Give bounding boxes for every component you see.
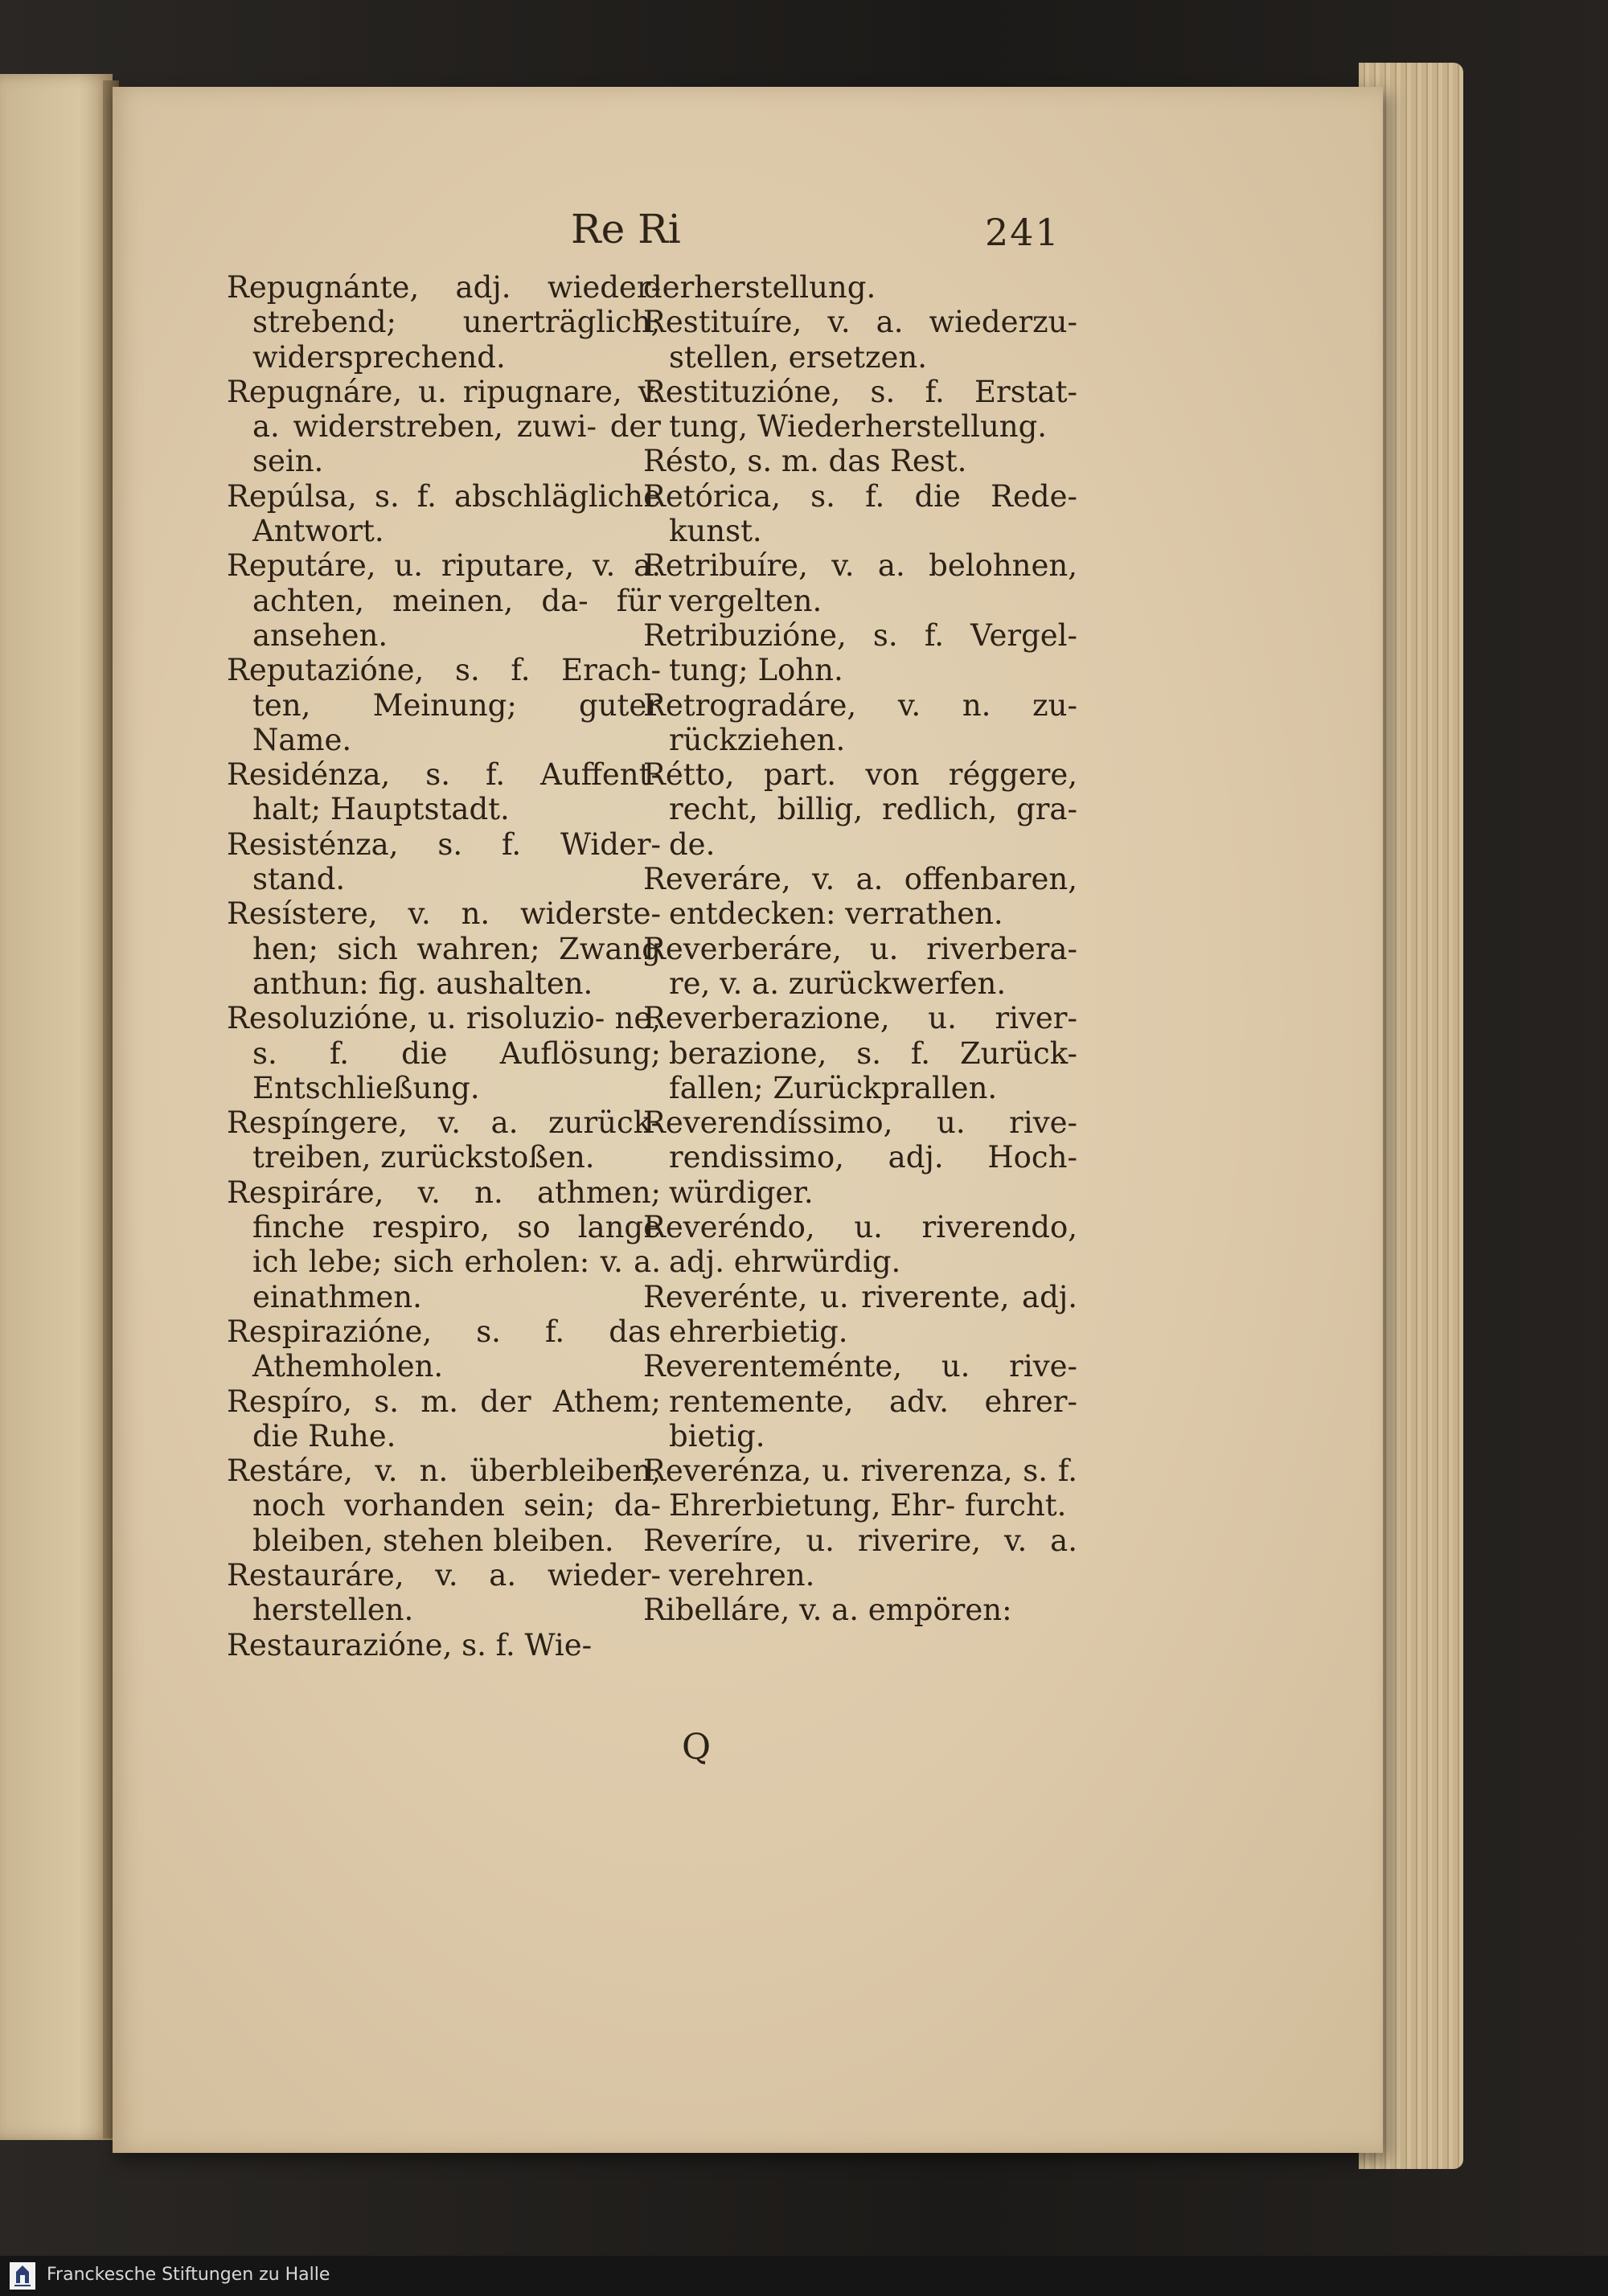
dictionary-entry: derherstellung. — [643, 270, 876, 305]
dictionary-entry: Respíro, s. m. der Athem; die Ruhe. — [227, 1384, 661, 1453]
footer-bar — [0, 2256, 1608, 2296]
dictionary-entry: Reputáre, u. riputare, v. a. achten, meinen, da- für ansehen. — [227, 548, 661, 653]
right-column — [643, 270, 1077, 1628]
dictionary-entry: Retribuzióne, s. f. Vergel- tung; Lohn. — [643, 617, 1077, 688]
dictionary-entry: Résto, s. m. das Rest. — [643, 444, 967, 479]
dictionary-entry: Reveríre, u. riverire, v. a. verehren. — [643, 1523, 1077, 1593]
dictionary-entry: Reverenteménte, u. rive- rentemente, adv. ehrer- bietig. — [643, 1349, 1077, 1453]
dictionary-entry: Reverberáre, u. riverbera- re, v. a. zurückwerfen. — [643, 931, 1077, 1001]
dictionary-entry: Reverénza, u. riverenza, s. f. Ehrerbietung, Ehr- furcht. — [643, 1453, 1077, 1523]
running-head-letters: Re Ri — [571, 206, 681, 252]
dictionary-entry: Respíngere, v. a. zurück- treiben, zurückstoßen. — [227, 1105, 661, 1175]
dictionary-entry: Ribelláre, v. a. empören: — [643, 1593, 1012, 1628]
catchword: Q — [682, 1727, 712, 1768]
dictionary-entry: Reveréndo, u. riverendo, adj. ehrwürdig. — [643, 1210, 1077, 1280]
dictionary-entry: Retórica, s. f. die Rede- kunst. — [643, 478, 1077, 549]
dictionary-entry: Resisténza, s. f. Wider- stand. — [227, 826, 661, 897]
dictionary-entry: Reputazióne, s. f. Erach- ten, Meinung; guter Name. — [227, 653, 661, 757]
dictionary-entry: Restauráre, v. a. wieder- herstellen. — [227, 1557, 661, 1628]
left-column — [227, 270, 661, 1663]
dictionary-entry: Resoluzióne, u. risoluzio- ne, s. f. die Auflösung; Entschließung. — [227, 1001, 661, 1105]
running-head — [113, 206, 1383, 270]
dictionary-entry: Reverénte, u. riverente, adj. ehrerbietig. — [643, 1279, 1077, 1349]
dictionary-entry: Repugnánte, adj. wieder- strebend; unerträglich; widersprechend. — [227, 270, 661, 375]
page-number: 241 — [985, 211, 1060, 254]
institution-logo-icon — [10, 2262, 35, 2290]
dictionary-entry: Respiráre, v. n. athmen; finche respiro, so lange ich lebe; sich erholen: v. a. einathmen. — [227, 1175, 661, 1314]
institution-credit: Franckesche Stiftungen zu Halle — [47, 2265, 330, 2285]
dictionary-entry: Repúlsa, s. f. abschlägliche Antwort. — [227, 478, 661, 549]
dictionary-entry: Restaurazióne, s. f. Wie- — [227, 1627, 593, 1663]
dictionary-entry: Restituíre, v. a. wiederzu- stellen, ersetzen. — [643, 305, 1077, 375]
dictionary-entry: Reverberazione, u. river- berazione, s. f. Zurück- fallen; Zurückprallen. — [643, 1001, 1077, 1105]
dictionary-entry: Respirazióne, s. f. das Athemholen. — [227, 1314, 661, 1384]
dictionary-entry: Residénza, s. f. Auffent- halt; Hauptstadt. — [227, 757, 661, 827]
dictionary-entry: Restituzióne, s. f. Erstat- tung, Wiederherstellung. — [643, 374, 1077, 445]
dictionary-entry: Reveráre, v. a. offenbaren, entdecken: verrathen. — [643, 862, 1077, 932]
dictionary-entry: Rétto, part. von réggere, recht, billig, redlich, gra- de. — [643, 757, 1077, 862]
dictionary-entry: Retribuíre, v. a. belohnen, vergelten. — [643, 548, 1077, 618]
dictionary-entry: Repugnáre, u. ripugnare, v. a. widerstreben, zuwi- der sein. — [227, 374, 661, 479]
book-page — [113, 87, 1383, 2153]
dictionary-entry: Restáre, v. n. überbleiben, noch vorhanden sein; da- bleiben, stehen bleiben. — [227, 1453, 661, 1558]
dictionary-entry: Retrogradáre, v. n. zu- rückziehen. — [643, 687, 1077, 757]
facing-page-edge — [0, 74, 113, 2140]
dictionary-entry: Reverendíssimo, u. rive- rendissimo, adj. Hoch- würdiger. — [643, 1105, 1077, 1210]
dictionary-entry: Resístere, v. n. widerste- hen; sich wahren; Zwang anthun: fig. aushalten. — [227, 896, 661, 1001]
